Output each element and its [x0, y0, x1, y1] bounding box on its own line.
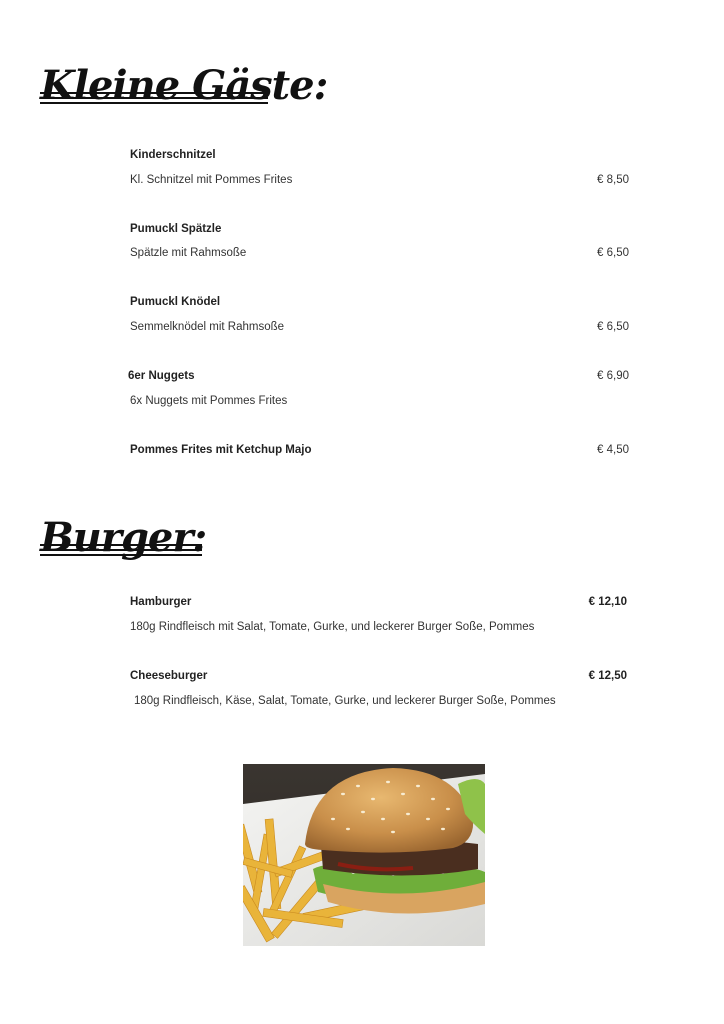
burger-title: Burger: [40, 514, 207, 561]
item-title: Kinderschnitzel [130, 149, 216, 161]
item-title: Cheeseburger [130, 670, 208, 682]
item-price: € 12,10 [588, 596, 627, 608]
item-price: € 6,90 [597, 370, 629, 382]
item-price: € 8,50 [597, 174, 629, 186]
item-title: 6er Nuggets [128, 370, 195, 382]
item-title: Pumuckl Spätzle [130, 223, 222, 235]
item-desc: 180g Rindfleisch mit Salat, Tomate, Gurke, und leckerer Burger Soße, Pommes [130, 621, 535, 633]
item-desc: Kl. Schnitzel mit Pommes Frites [130, 174, 293, 186]
item-price: € 6,50 [597, 321, 629, 333]
burger-photo [243, 764, 485, 946]
item-title: Pumuckl Knödel [130, 296, 221, 308]
burger-heading [40, 514, 207, 561]
item-price: € 6,50 [597, 247, 629, 259]
item-price: € 4,50 [597, 444, 629, 456]
item-desc: 180g Rindfleisch, Käse, Salat, Tomate, Gurke, und leckerer Burger Soße, Pommes [134, 695, 556, 707]
item-desc: Semmelknödel mit Rahmsoße [130, 321, 285, 333]
item-title: Pommes Frites mit Ketchup Majo [130, 444, 312, 456]
kleine-gaeste-heading [40, 62, 328, 109]
item-title: Hamburger [130, 596, 192, 608]
item-desc: Spätzle mit Rahmsoße [130, 247, 247, 259]
kleine-gaeste-title: Kleine Gäste: [40, 62, 328, 109]
item-desc: 6x Nuggets mit Pommes Frites [130, 395, 288, 407]
item-price: € 12,50 [588, 670, 627, 682]
